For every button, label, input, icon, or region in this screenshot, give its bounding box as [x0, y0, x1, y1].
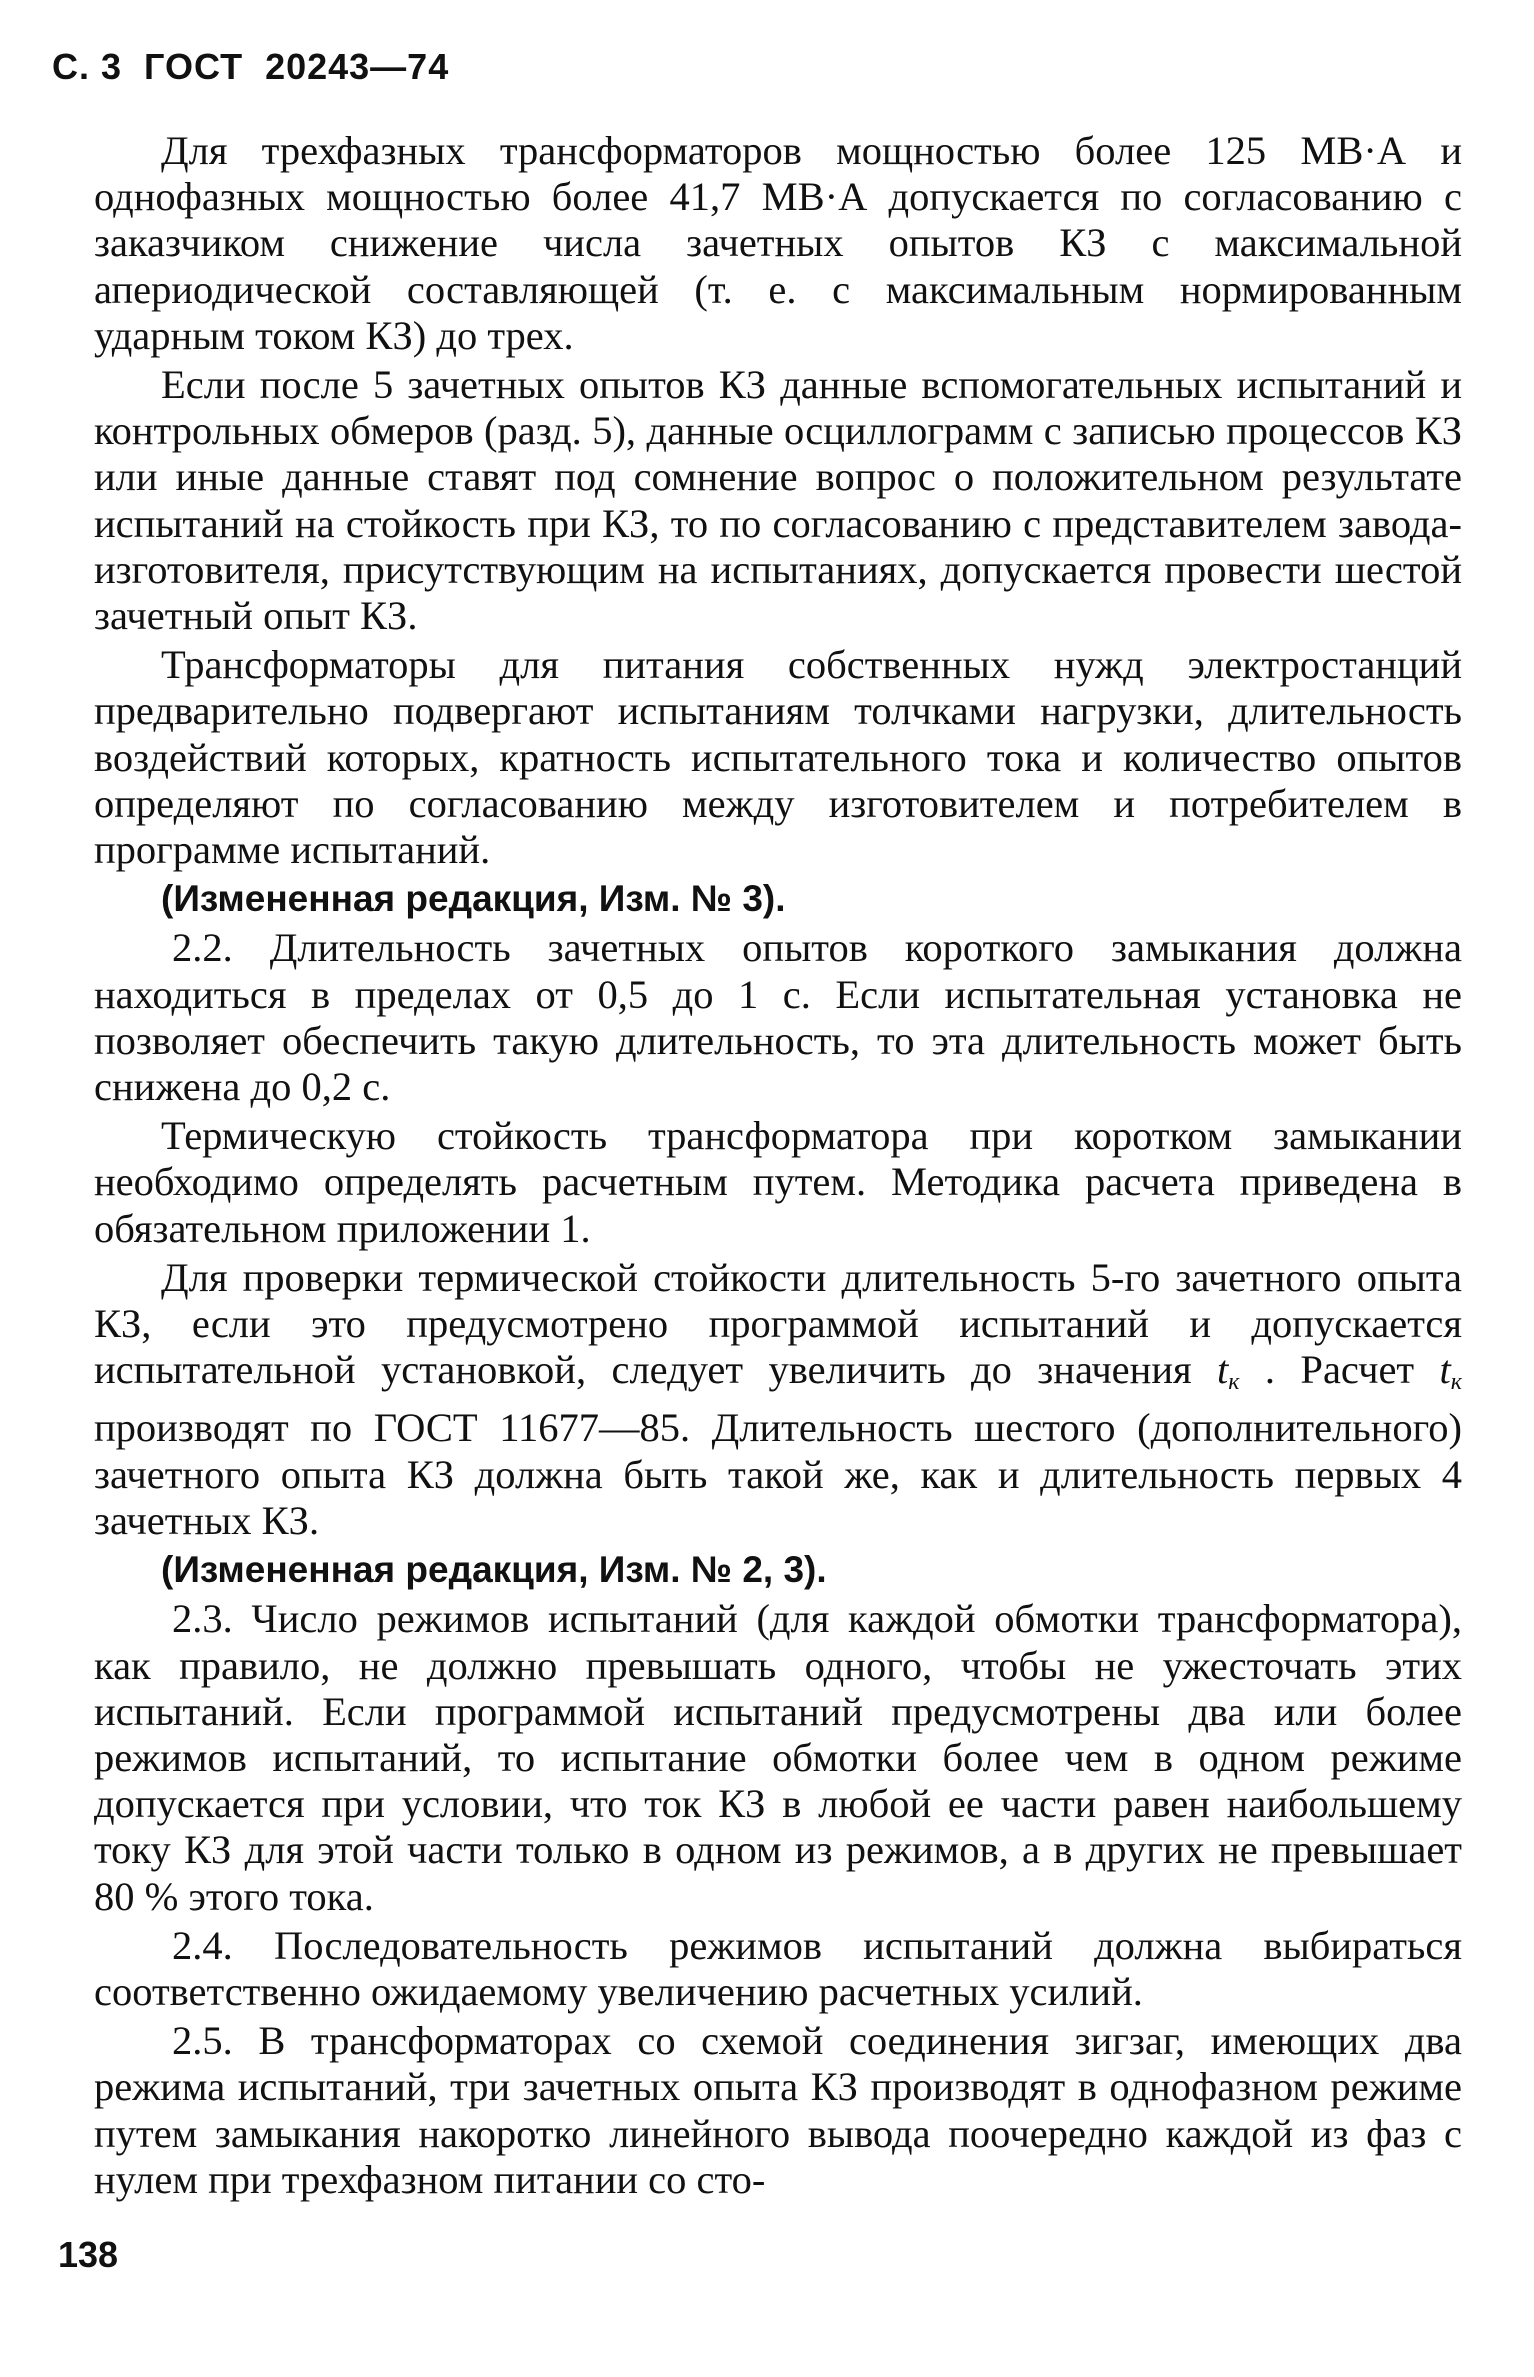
thermal-check-text-b: . Расчет: [1264, 1347, 1415, 1393]
paragraph-thermal-stability: Термическую стойкость трансформатора при коротком замыкании необходимо определять расчетным путем. Методика расчета приведена в обязательном приложении 1.: [94, 1113, 1462, 1251]
section-2-3: 2.3. Число режимов испытаний (для каждой обмотки трансформатора), как правило, не должно превышать одного, чтобы не ужесточать этих испытаний. Если программой испытаний предусмотрены два или более режимов испытаний, то испытание обмотки более чем в одном режиме допускается при условии, что ток КЗ в любой ее части равен наибольшему току КЗ для этой части только в одном из режимов, а в других не превышает 80 % этого тока.: [94, 1596, 1462, 1919]
paragraph-sixth-test: Если после 5 зачетных опытов КЗ данные вспомогательных испытаний и контрольных обмеров (разд. 5), данные осциллограмм с записью процессов КЗ или иные данные ставят под сомнение вопрос о положительном результате испытаний на стойкость при КЗ, то по согласованию с представителем завода-изготовителя, присутствующим на испытаниях, допускается провести шестой зачетный опыт КЗ.: [94, 362, 1462, 639]
thermal-check-text-a: Для проверки термической стойкости длительность 5-го зачетного опыта КЗ, если это предусмотрено программой испытаний и допускается испытательной установкой, следует увеличить до значения: [94, 1254, 1462, 1393]
tk-symbol: $t_к$: [1217, 1347, 1240, 1396]
paragraph-thermal-check: [94, 1255, 1462, 1544]
section-2-4: 2.4. Последовательность режимов испытаний должна выбираться соответственно ожидаемому увеличению расчетных усилий.: [94, 1922, 1462, 2014]
standard-label: ГОСТ: [144, 46, 244, 87]
edit-note-2: (Измененная редакция, Изм. № 2, 3).: [161, 1549, 827, 1591]
thermal-check-text-c: производят по ГОСТ 11677—85. Длительность шестого (дополнительного) зачетного опыта КЗ должна быть такой же, как и длительность первых 4 зачетных КЗ.: [94, 1405, 1462, 1543]
tk-symbol-2: $t_к$: [1439, 1347, 1463, 1396]
section-2-5: 2.5. В трансформаторах со схемой соединения зигзаг, имеющих два режима испытаний, три зачетных опыта КЗ производят в однофазном режиме путем замыкания накоротко линейного вывода поочередно каждой из фаз с нулем при трехфазном питании со сто-: [94, 2018, 1462, 2202]
section-2-2: 2.2. Длительность зачетных опытов короткого замыкания должна находиться в пределах от 0,5 до 1 с. Если испытательная установка не позволяет обеспечить такую длительность, то эта длительность может быть снижена до 0,2 с.: [94, 925, 1462, 1110]
standard-number: 20243—74: [265, 46, 450, 87]
page-number: 138: [58, 2234, 119, 2275]
paragraph-transformer-power: Для трехфазных трансформаторов мощностью более 125 МВ·А и однофазных мощностью более 41,7 МВ·А допускается по согласованию с заказчиком снижение числа зачетных опытов КЗ с максимальной апериодической составляющей (т. е. с максимальным нормированным ударным током КЗ) до трех.: [94, 128, 1462, 358]
document-body: [94, 128, 1462, 2206]
paragraph-own-needs-transformers: Трансформаторы для питания собственных нужд электростанций предварительно подвергают испытаниям толчками нагрузки, длительность воздействий которых, кратность испытательного тока и количество опытов определяют по согласованию между изготовителем и потребителем в программе испытаний.: [94, 642, 1462, 873]
edit-note-1: (Измененная редакция, Изм. № 3).: [161, 878, 786, 920]
page-header: [52, 46, 471, 88]
page-reference: С. 3: [52, 46, 123, 87]
